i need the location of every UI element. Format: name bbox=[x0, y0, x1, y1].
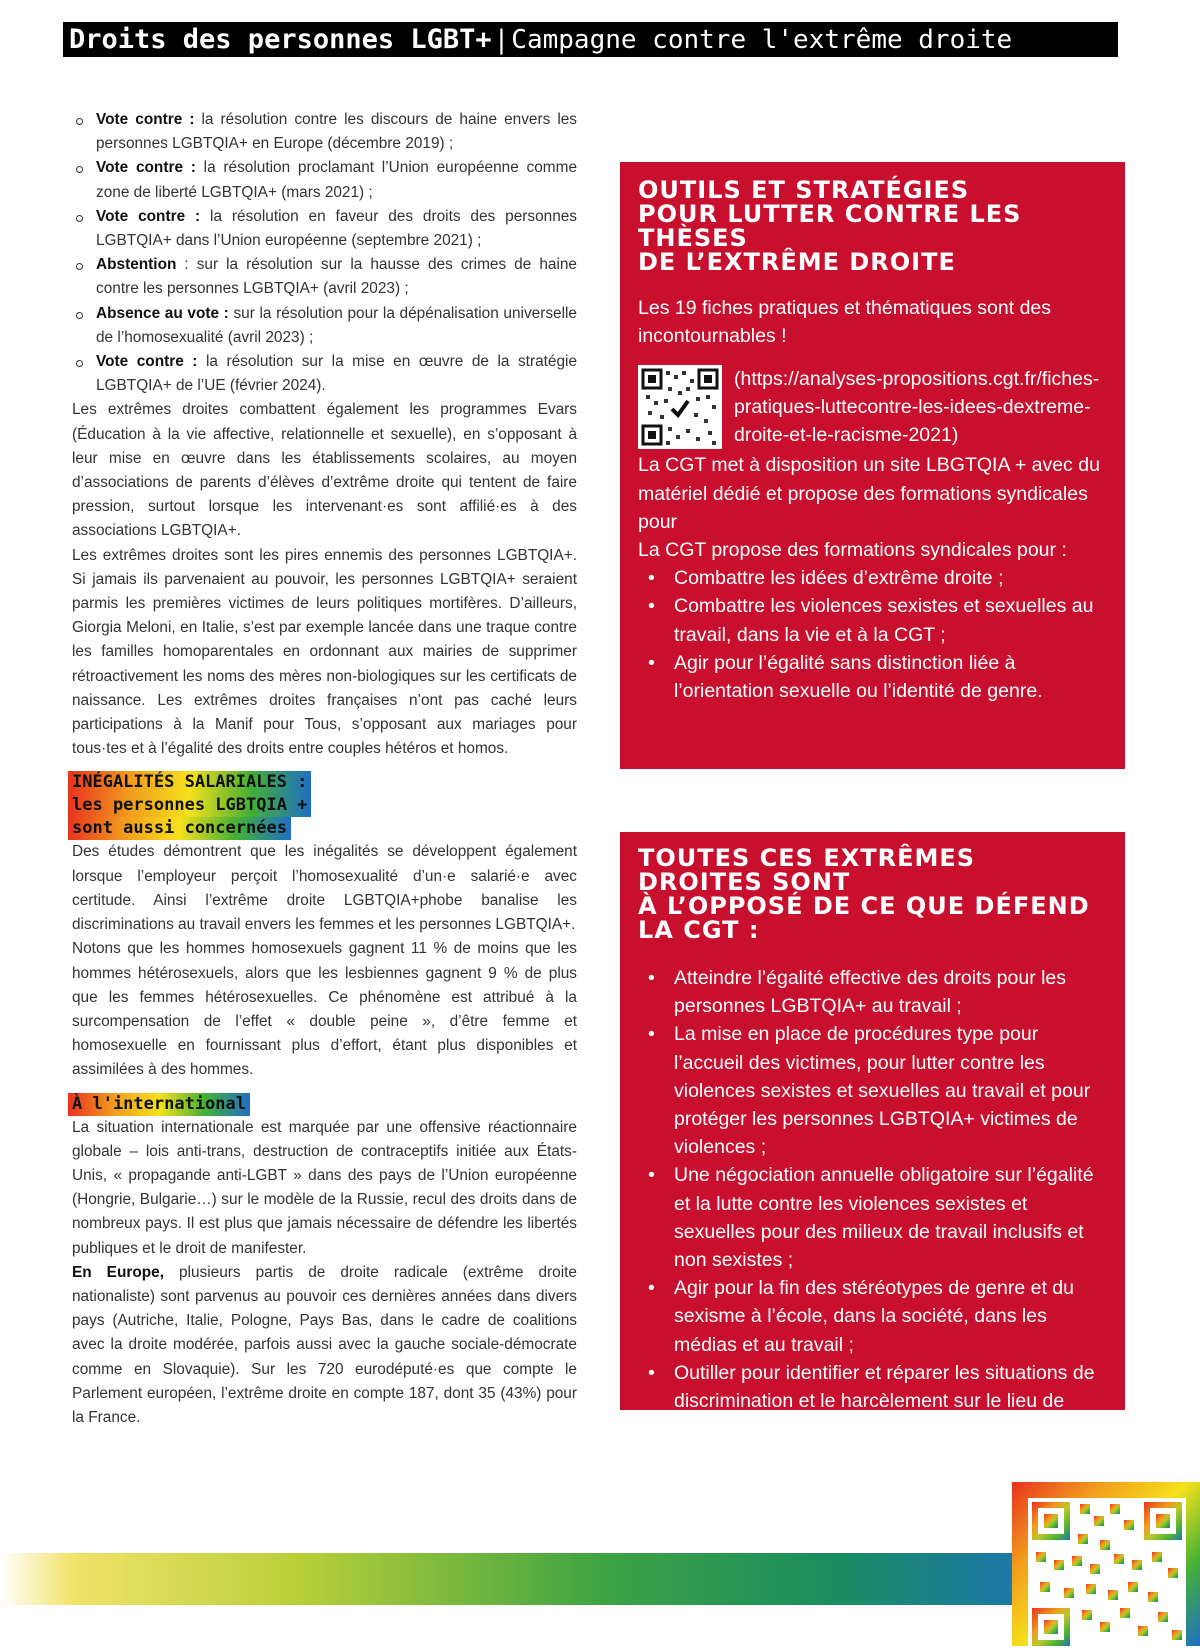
vote-label: Abstention bbox=[96, 256, 177, 274]
paragraph-evars: Les extrêmes droites combattent également les programmes Evars (Éducation à la vie affective, relationnelle et sexuelle), en s’opposant à leur mise en œuvre dans les établissements scolaires, au moyen d’associations de parents d’élèves d’extrême droite qui tentent de faire pression, surtout lorsque les intervenant·es sont affilié·es à des associations LGBTQIA+. bbox=[72, 401, 577, 540]
list-item: • Outiller pour identifier et réparer les situations de discrimination et le harcèlement sur le lieu de travail. bbox=[638, 1359, 1107, 1444]
list-item: • Combattre les idées d’extrême droite ; bbox=[638, 564, 1107, 592]
page-header bbox=[63, 22, 1118, 57]
vote-item bbox=[72, 156, 577, 204]
cgt-defends-title bbox=[638, 846, 1107, 942]
vote-item bbox=[72, 302, 577, 350]
formations-intro: La CGT propose des formations syndicales pour : bbox=[638, 539, 1067, 562]
title-line: DE L’EXTRÊME DROITE bbox=[638, 248, 956, 276]
title-line: TOUTES CES EXTRÊMES DROITES SONT bbox=[638, 844, 976, 896]
tools-title bbox=[638, 178, 1107, 274]
heading-line: sont aussi concernées bbox=[68, 817, 291, 840]
paragraph-inegalites-1: Des études démontrent que les inégalités se développent également lorsque l’employeur perçoit l’homosexualité d’un·e salarié·e avec certitude. Ainsi l’extrême droite LGBTQIA+phobe banalise les discriminations au travail envers les femmes et les personnes LGBTQIA+. bbox=[72, 843, 577, 934]
list-item: • Agir pour l’égalité sans distinction liée à l’orientation sexuelle ou l’identité de genre. bbox=[638, 649, 1107, 705]
europe-label: En Europe, bbox=[72, 1263, 164, 1281]
list-item: • La mise en place de procédures type pour l’accueil des victimes, pour lutter contre les violences sexistes et sexuelles au travail et pour protéger les personnes LGBTQIA+ victimes de violences ; bbox=[638, 1020, 1107, 1161]
qr-row bbox=[638, 365, 1107, 449]
vote-item bbox=[72, 108, 577, 156]
qr-code-large-icon[interactable] bbox=[1012, 1482, 1200, 1646]
vote-text: : sur la résolution sur la hausse des crimes de haine contre les personnes LGBTQIA+ (avril 2023) ; bbox=[96, 256, 577, 298]
cgt-defends-list bbox=[638, 964, 1107, 1443]
vote-text: la résolution en faveur des droits des personnes LGBTQIA+ dans l’Union européenne (septembre 2021) ; bbox=[96, 207, 578, 250]
list-item: • Agir pour la fin des stéréotypes de genre et du sexisme à l’école, dans la société, dans les médias et au travail ; bbox=[638, 1274, 1107, 1359]
vote-item bbox=[72, 253, 577, 301]
vote-text: sur la résolution pour la dépénalisation universelle de l’homosexualité (avril 2023) ; bbox=[96, 304, 577, 346]
title-line: POUR LUTTER CONTRE LES THÈSES bbox=[638, 200, 1022, 252]
list-item: • Une négociation annuelle obligatoire sur l’égalité et la lutte contre les violences sexistes et sexuelles pour des milieux de travail inclusifs et non sexistes ; bbox=[638, 1161, 1107, 1274]
list-item: • Atteindre l’égalité effective des droits pour les personnes LGBTQIA+ au travail ; bbox=[638, 964, 1107, 1020]
heading-line: INÉGALITÉS SALARIALES : bbox=[68, 771, 311, 794]
vote-item bbox=[72, 350, 577, 398]
fiches-url-link[interactable]: (https://analyses-propositions.cgt.fr/fiches-pratiques-luttecontre-les-idees-dextreme-droite-et-le-racisme-2021) bbox=[734, 368, 1100, 447]
formations-list bbox=[638, 564, 1107, 705]
cgt-site-text: La CGT met à disposition un site LBGTQIA + avec du matériel dédié et propose des formations syndicales pour bbox=[638, 454, 1100, 533]
header-topic: Droits des personnes LGBT+ bbox=[69, 24, 492, 55]
tools-intro: Les 19 fiches pratiques et thématiques sont des incontournables ! bbox=[638, 297, 1052, 348]
header-campaign: Campagne contre l'extrême droite bbox=[511, 24, 1013, 55]
tools-box bbox=[620, 162, 1125, 769]
cgt-defends-box bbox=[620, 832, 1125, 1441]
heading-international bbox=[68, 1093, 577, 1116]
header-separator: | bbox=[493, 24, 510, 55]
title-line: OUTILS ET STRATÉGIES bbox=[638, 176, 970, 204]
vote-text: la résolution sur la mise en œuvre de la stratégie LGBTQIA+ de l’UE (février 2024). bbox=[96, 353, 578, 395]
heading-inegalites bbox=[68, 771, 577, 840]
vote-text: la résolution contre les discours de haine envers les personnes LGBTQIA+ en Europe (décembre 2019) ; bbox=[96, 111, 577, 153]
heading-line: les personnes LGBTQIA + bbox=[68, 794, 311, 817]
vote-label: Vote contre : bbox=[96, 159, 196, 177]
vote-list bbox=[72, 108, 577, 398]
paragraph-europe bbox=[72, 1261, 577, 1430]
main-column bbox=[72, 108, 577, 1430]
vote-label: Vote contre : bbox=[96, 207, 201, 225]
title-line: À L’OPPOSÉ DE CE QUE DÉFEND LA CGT : bbox=[638, 892, 1090, 944]
qr-code-icon[interactable] bbox=[638, 365, 722, 449]
vote-label: Absence au vote : bbox=[96, 304, 229, 322]
qr-code-pattern bbox=[1028, 1498, 1186, 1646]
heading-line: À l'international bbox=[68, 1093, 250, 1116]
paragraph-inegalites-2: Notons que les hommes homosexuels gagnent 11 % de moins que les hommes hétérosexuels, alors que les lesbiennes gagnent 9 % de plus que les femmes hétérosexuelles. Ce phénomène est attribué à la surcompensation de l’effet « double peine », d’être femme et homosexuelle en fournissant plus d’effort, étant plus disponibles et assimilées à des hommes. bbox=[72, 940, 577, 1079]
vote-label: Vote contre : bbox=[96, 111, 195, 128]
list-item: • Combattre les violences sexistes et sexuelles au travail, dans la vie et à la CGT ; bbox=[638, 592, 1107, 648]
vote-item bbox=[72, 205, 577, 253]
paragraph-ennemis: Les extrêmes droites sont les pires ennemis des personnes LGBTQIA+. Si jamais ils parvenaient au pouvoir, les personnes LGBTQIA+ seraient parmis les premières victimes de leurs politiques mortifères. D’ailleurs, Giorgia Meloni, en Italie, s’est par exemple lancée dans une traque contre les familles homoparentales en ordonnant aux mairies de supprimer rétroactivement les noms des mères non-biologiques sur les certificats de naissance. Les extrêmes droites françaises n’ont pas caché leurs participations à la Manif pour Tous, s’opposant aux mariages pour tous·tes et à l’égalité des droits entre couples hétéros et homos. bbox=[72, 546, 577, 758]
vote-text: la résolution proclamant l’Union européenne comme zone de liberté LGBTQIA+ (mars 2021) ; bbox=[96, 159, 578, 201]
vote-label: Vote contre : bbox=[96, 353, 198, 371]
europe-text: plusieurs partis de droite radicale (extrême droite nationaliste) sont parvenus au pouvoir ces dernières années dans divers pays (Autriche, Italie, Pologne, Pays Bas, dans le cadre de coalitions avec la droite modérée, parfois aussi avec la gauche sociale-démocrate comme en Slovaquie). Sur les 720 eurodéputé·es que compte le Parlement européen, l’extrême droite en compte 187, dont 35 (43%) pour la France. bbox=[72, 1263, 577, 1426]
paragraph-international: La situation internationale est marquée par une offensive réactionnaire globale – lois anti-trans, destruction de contraceptifs initiée aux États-Unis, « propagande anti-LGBT » dans des pays de l’Union européenne (Hongrie, Bulgarie…) sur le modèle de la Russie, recul des droits dans de nombreux pays. Il est plus que jamais nécessaire de défendre les libertés publiques et le droit de manifester. bbox=[72, 1118, 577, 1257]
